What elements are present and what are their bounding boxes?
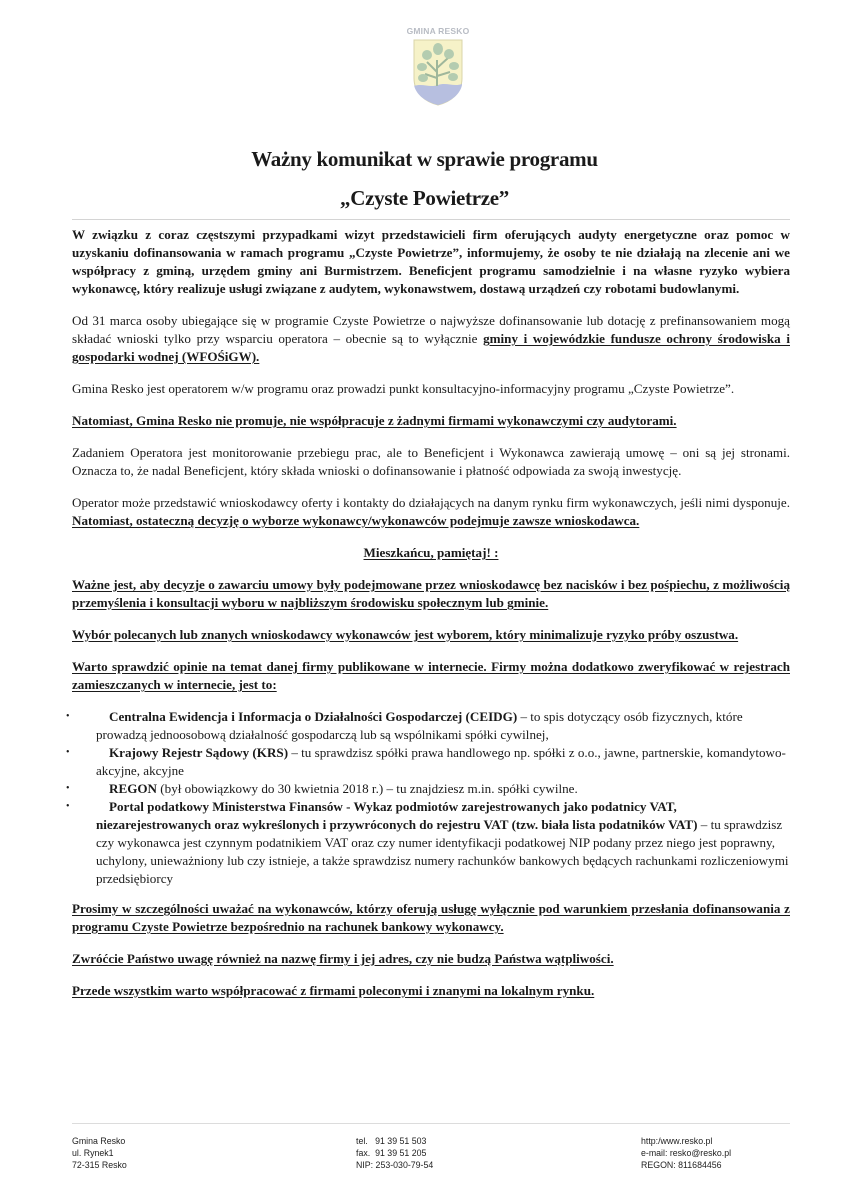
register-name: Portal podatkowy Ministerstwa Finansów - Wykaz podmiotów zarejestrowanych jako podatnicy VAT, niezarejestrowanych oraz wykreślonych i przywróconych do rejestru VAT (tzw. biała lista podatników VAT) [96,799,698,832]
document-body [66,226,790,1000]
logo-text: GMINA RESKO [406,26,470,36]
register-desc: – to spis dotyczący osób fizycznych, które prowadzą jednoosobową działalność gospodarczą lub są wspólnikami spółki cywilnej, [96,709,743,742]
footer-nip: NIP: 253-030-79-54 [356,1159,434,1170]
footer-address-line: 72-315 Resko [72,1159,127,1170]
bullet-icon: • [66,711,70,722]
bullet-icon: • [66,747,70,758]
register-item [66,744,790,780]
register-name: Krajowy Rejestr Sądowy (KRS) [109,745,289,760]
footer-phone: tel. 91 39 51 503 [356,1136,427,1146]
gmina-resko-logo [398,26,478,106]
intro-paragraph: W związku z coraz częstszymi przypadkami wizyt przedstawicieli firm oferujących audyty energetyczne oraz pomoc w uzyskaniu dofinansowania w ramach programu „Czyste Powietrze”, informujemy, że osoby te nie działają na zlecenie ani we współpracy z gminą, urzędem gminy ani Burmistrzem. Beneficjent programu samodzielnie i na własne ryzyko wybiera wykonawcę, który realizuje usługi związane z audytem, wykonawstwem, dostawą urządzeń czy robotami budowlanymi. [72,227,790,296]
bullet-icon: • [66,783,70,794]
operator-role-paragraph: Zadaniem Operatora jest monitorowanie przebiegu prac, ale to Beneficjent i Wykonawca zawierają umowę – oni są jej stronami. Oznacza to, że nadal Beneficjent, który składa wnioski o dofinansowanie i płatność odpowiada za swoją inwestycję. [72,445,790,478]
local-market-paragraph: Przede wszystkim warto współpracować z firmami poleconymi i znanymi na lokalnym rynku. [72,983,595,998]
register-item [66,708,790,744]
footer-divider [72,1123,790,1124]
coat-of-arms-icon [412,38,464,106]
offers-text: Operator może przedstawić wnioskodawcy oferty i kontakty do działających na danym rynku firm wykonawczych, jeśli nimi dysponuje. [72,495,790,510]
footer-address-line: Gmina Resko [72,1136,126,1146]
remember-heading: Mieszkańcu, pamiętaj! : [363,545,499,560]
footer-address [72,1136,127,1171]
register-desc: (był obowiązkowy do 30 kwietnia 2018 r.) – tu znajdziesz m.in. spółki cywilne. [157,781,578,796]
register-desc: – tu sprawdzisz spółki prawa handlowego np. spółki z o.o., jawne, partnerskie, komandytowo-akcyjne, akcyjne [96,745,786,778]
operator-paragraph [72,312,790,366]
footer-email-link[interactable]: e-mail: resko@resko.pl [641,1147,732,1158]
verify-paragraph: Warto sprawdzić opinie na temat danej firmy publikowane w internecie. Firmy można dodatkowo zweryfikować w rejestrach zamieszczanych w internecie, jest to: [72,659,790,692]
header-divider [72,219,790,220]
company-check-paragraph: Zwróćcie Państwo uwagę również na nazwę firmy i jej adres, czy nie budzą Państwa wątpliwości. [72,951,614,966]
footer-address-line: ul. Rynek1 [72,1147,114,1158]
offers-emphasis: Natomiast, ostateczną decyzję o wyborze wykonawcy/wykonawców podejmuje zawsze wnioskodawca. [72,513,640,528]
no-promotion-paragraph: Natomiast, Gmina Resko nie promuje, nie współpracuje z żadnymi firmami wykonawczymi czy audytorami. [72,413,677,428]
footer-contact [356,1136,433,1171]
caution-paragraph: Prosimy w szczególności uważać na wykonawców, którzy oferują usługę wyłącznie pod warunkiem przesłania dofinansowania z programu Czyste Powietrze bezpośrednio na rachunek bankowy wykonawcy. [72,901,790,934]
offers-paragraph [72,494,790,530]
register-item [66,798,790,888]
footer-web [641,1136,731,1171]
register-item [66,780,790,798]
register-name: Centralna Ewidencja i Informacja o Działalności Gospodarczej (CEIDG) [109,709,518,724]
operator-text: Od 31 marca osoby ubiegające się w programie Czyste Powietrze o najwyższe dofinansowanie lub dotację z prefinansowaniem mogą składać wnioski tylko przy wsparciu operatora – obecnie są to wyłącznie [72,313,790,346]
register-name: REGON [109,781,158,796]
recommended-paragraph: Wybór polecanych lub znanych wnioskodawcy wykonawców jest wyborem, który minimalizuje ryzyko próby oszustwa. [72,627,739,642]
register-desc: – tu sprawdzisz czy wykonawca jest czynnym podatnikiem VAT oraz czy numer identyfikacji podatkowej NIP podany przez niego jest poprawny, uchylony, unieważniony lub czy istnieje, a także sprawdzisz numery rachunków bankowych będących rachunkami rozliczeniowymi przedsiębiorcy [96,817,789,886]
page-title: Ważny komunikat w sprawie programu [251,147,598,171]
registers-list [66,708,790,888]
operator-emphasis: gminy i wojewódzkie fundusze ochrony środowiska i gospodarki wodnej (WFOŚiGW). [72,331,790,364]
page-subtitle: „Czyste Powietrze” [340,186,509,210]
footer-regon: REGON: 811684456 [641,1159,722,1170]
footer-fax: fax. 91 39 51 205 [356,1147,427,1158]
bullet-icon: • [66,801,70,812]
footer-website-link[interactable]: http:/www.resko.pl [641,1136,713,1146]
decision-paragraph: Ważne jest, aby decyzje o zawarciu umowy były podejmowane przez wnioskodawcę bez nacisków i bez pośpiechu, z możliwością przemyślenia i konsultacji wyboru w najbliższym środowisku społecznym lub gminie. [72,577,790,610]
gmina-operator-paragraph: Gmina Resko jest operatorem w/w programu oraz prowadzi punkt konsultacyjno-informacyjny programu „Czyste Powietrze”. [72,381,735,396]
